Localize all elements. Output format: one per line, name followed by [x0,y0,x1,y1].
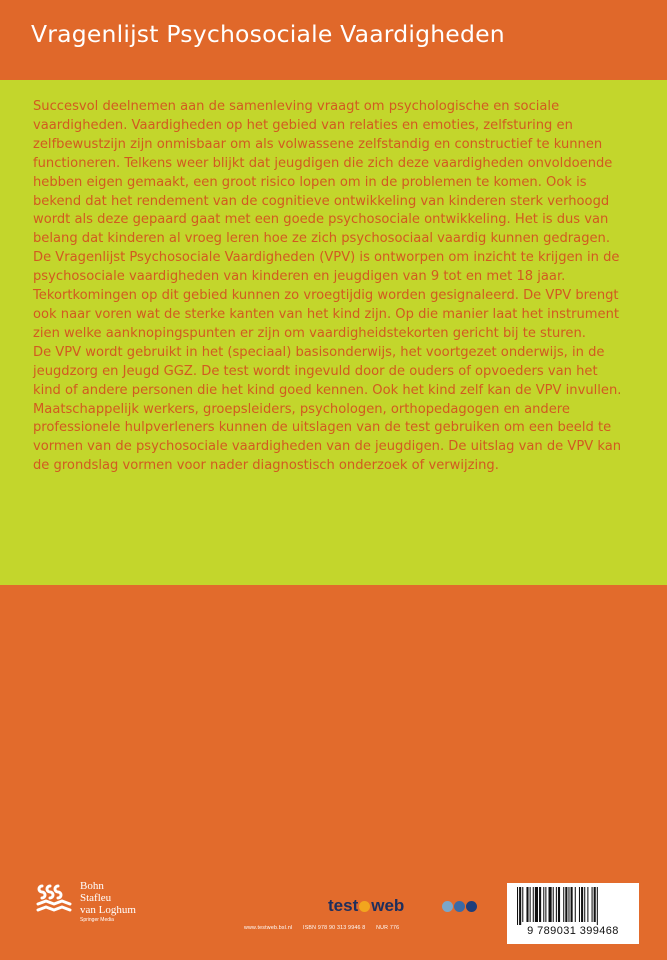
bohn-stafleu-van-loghum-logo-icon [36,882,76,918]
testweb-dot-icon [359,901,370,912]
book-title: Vragenlijst Psychosociale Vaardigheden [31,20,505,48]
publisher-name: Bohn Stafleu van Loghum [80,880,136,916]
publisher-logo [36,880,186,930]
testweb-circles-icon [442,901,482,915]
testweb-logo: test web [328,896,405,915]
paragraph-1: Succesvol deelnemen aan de samenleving vraagt om psychologische en sociale vaardigheden. Vaardigheden op het gebied van relaties en emoties, zelfsturing en zelfbewustzijn zijn onmisbaar om als volwassene zelfstandig en constructief te kunnen functioneren. Telkens weer blijkt dat jeugdigen die zich deze vaardigheden onvoldoende hebben eigen gemaakt, een groot risico lopen om in de problemen te komen. Ook is bekend dat het rendement van de cognitieve ontwikkeling van kinderen sterk verhoogd wordt als deze gepaard gaat met een goede psychosociale ontwikkeling. Het is dus van belang dat kinderen al vroeg leren hoe ze zich psychosociaal vaardig kunnen gedragen. [33,99,613,247]
nur-text: NUR 776 [376,925,400,931]
body-text [33,98,623,476]
publisher-subline: Springer Media [80,917,114,923]
barcode-bars-icon [515,887,631,925]
barcode [507,883,639,944]
paragraph-2: De Vragenlijst Psychosociale Vaardigheden (VPV) is ontworpen om inzicht te krijgen in de psychosociale vaardigheden van kinderen en jeugdigen van 9 tot en met 18 jaar. Tekortkomingen op dit gebied kunnen zo vroegtijdig worden gesignaleerd. De VPV brengt ook naar voren wat de sterke kanten van het kind zijn. Op die manier laat het instrument zien welke aanknopingspunten er zijn om vaardigheidstekorten gericht bij te sturen. [33,250,620,341]
isbn-text: ISBN 978 90 313 9946 8 [303,925,366,931]
footer-info [244,925,408,931]
website-text: www.testweb.bsl.nl [244,925,293,931]
barcode-digits: 9 789031 399468 [527,925,619,937]
paragraph-3: De VPV wordt gebruikt in het (speciaal) basisonderwijs, het voortgezet onderwijs, in de jeugdzorg en Jeugd GGZ. De test wordt ingevuld door de ouders of opvoeders van het kind of andere personen die het kind goed kennen. Ook het kind zelf kan de VPV invullen. Maatschappelijk werkers, groepsleiders, psychologen, orthopedagogen en andere professionele hulpverleners kunnen de uitslagen van de test gebruiken om een beeld te vormen van de psychosociale vaardigheden van de jeugdigen. De uitslag van de VPV kan de grondslag vormen voor nader diagnostisch onderzoek of verwijzing. [33,344,622,474]
